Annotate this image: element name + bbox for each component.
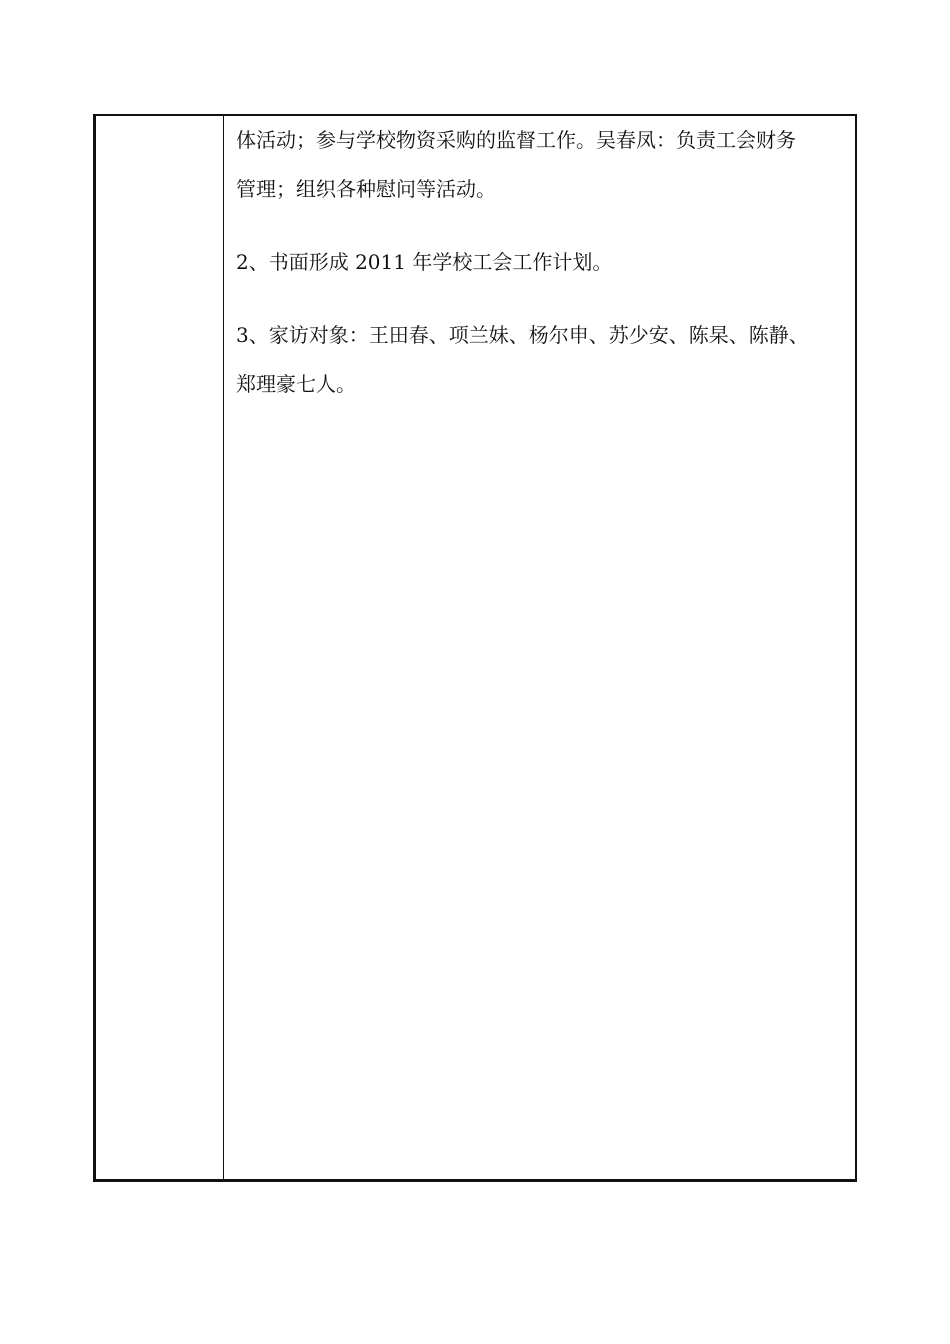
record-table: [93, 114, 857, 1182]
text-line: 3、家访对象：王田春、项兰妹、杨尔申、苏少安、陈杲、陈静、: [236, 323, 809, 347]
text-line: 体活动；参与学校物资采购的监督工作。吴春凤：负责工会财务: [236, 128, 796, 152]
text-line: 管理；组织各种慰问等活动。: [236, 177, 496, 201]
paragraph-spacer: [236, 293, 852, 317]
paragraph-union-duties: [236, 122, 852, 220]
paragraph-work-plan: [236, 244, 852, 293]
text-line: 郑理豪七人。: [236, 372, 356, 396]
content-column-cell: [225, 116, 855, 1179]
paragraph-home-visits: [236, 317, 852, 415]
paragraph-spacer: [236, 220, 852, 244]
label-column-cell: [96, 116, 224, 1179]
cell-content: [236, 122, 852, 415]
text-line: 2、书面形成 2011 年学校工会工作计划。: [236, 250, 613, 274]
